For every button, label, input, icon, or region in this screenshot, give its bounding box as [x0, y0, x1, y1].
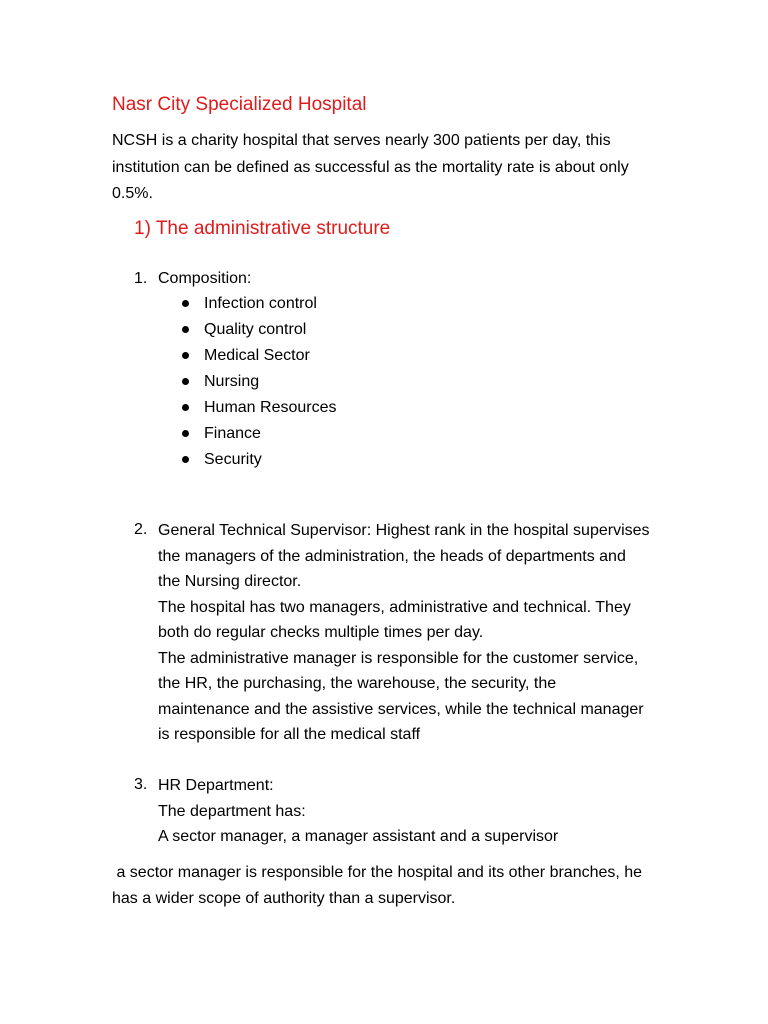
list-number-3: 3. — [134, 776, 148, 793]
list-number-1: 1. — [134, 270, 148, 287]
paragraph-line: the HR, the purchasing, the warehouse, the security, the — [158, 675, 557, 692]
paragraph-line: a sector manager is responsible for the hospital and its other branches, he — [112, 864, 643, 881]
list-item-label: Infection control — [204, 295, 317, 312]
list-item — [180, 291, 337, 317]
paragraph-line: The administrative manager is responsible for the customer service, — [158, 649, 639, 667]
paragraph-line: The department has: — [158, 802, 306, 820]
list-item-label: Human Resources — [204, 399, 337, 416]
paragraph-line: maintenance and the assistive services, while the technical manager — [158, 700, 644, 718]
composition-label: Composition: — [158, 270, 252, 287]
document-title: Nasr City Specialized Hospital — [112, 94, 367, 115]
list-item — [180, 317, 337, 343]
paragraph-line: the managers of the administration, the heads of departments and — [158, 547, 626, 565]
composition-list — [180, 291, 337, 473]
list-number-2: 2. — [134, 521, 148, 538]
supervisor-paragraph — [158, 518, 650, 748]
hr-paragraph — [158, 773, 558, 850]
list-item — [180, 369, 337, 395]
intro-line: NCSH is a charity hospital that serves nearly 300 patients per day, this — [112, 132, 611, 149]
list-item — [180, 447, 337, 473]
paragraph-line: is responsible for all the medical staff — [158, 726, 421, 743]
intro-line: institution can be defined as successful as the mortality rate is about only — [112, 158, 629, 176]
intro-paragraph — [112, 128, 629, 207]
list-item-label: Nursing — [204, 373, 260, 390]
paragraph-line: A sector manager, a manager assistant and a supervisor — [158, 828, 559, 845]
paragraph-line: the Nursing director. — [158, 573, 302, 590]
bullet-icon — [182, 404, 189, 411]
intro-line: 0.5%. — [112, 185, 153, 202]
section-heading: 1) The administrative structure — [134, 218, 391, 239]
paragraph-line: The hospital has two managers, administrative and technical. They — [158, 598, 631, 616]
bullet-icon — [182, 300, 189, 307]
list-item-label: Security — [204, 451, 262, 468]
bullet-icon — [182, 378, 189, 385]
bullet-icon — [182, 326, 189, 333]
list-item-label: Finance — [204, 425, 261, 442]
list-item — [180, 421, 337, 447]
paragraph-line: General Technical Supervisor: Highest rank in the hospital supervises — [158, 522, 650, 539]
bullet-icon — [182, 352, 189, 359]
list-item — [180, 343, 337, 369]
bullet-icon — [182, 430, 189, 437]
list-item-label: Medical Sector — [204, 347, 310, 364]
bullet-icon — [182, 456, 189, 463]
paragraph-line: has a wider scope of authority than a supervisor. — [112, 889, 456, 907]
paragraph-line: HR Department: — [158, 777, 274, 794]
list-item-label: Quality control — [204, 321, 307, 338]
paragraph-line: both do regular checks multiple times per day. — [158, 624, 484, 641]
closing-paragraph — [112, 860, 642, 911]
list-item — [180, 395, 337, 421]
